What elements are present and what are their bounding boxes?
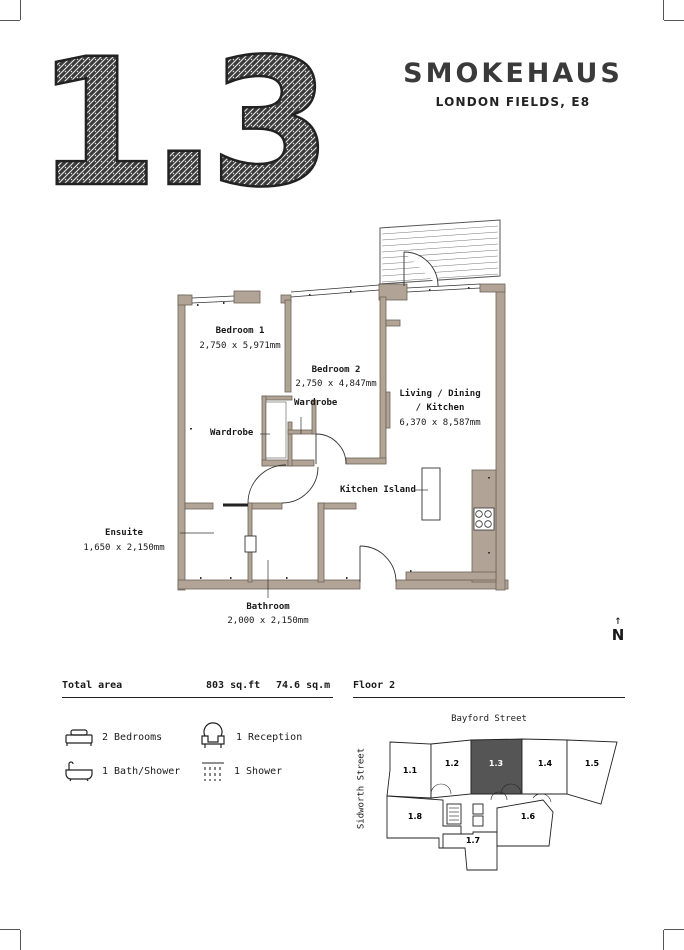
divider	[62, 697, 333, 698]
keyplan-lift	[473, 804, 483, 814]
building-key-plan	[355, 728, 625, 878]
street-side-label: Sidworth Street	[356, 747, 367, 830]
balcony	[380, 220, 500, 286]
crop-mark	[663, 930, 664, 950]
keyplan-label-1.2: 1.2	[444, 759, 460, 768]
street-top-label: Bayford Street	[451, 714, 527, 724]
room-bathroom-name: Bathroom	[246, 602, 290, 612]
wall-stub	[386, 392, 390, 428]
feature-label: 1 Reception	[236, 731, 303, 743]
keyplan-label-1.5: 1.5	[584, 759, 600, 768]
door-swing	[248, 465, 286, 503]
room-ensuite-size: 1,650 x 2,150mm	[83, 543, 165, 553]
wall-stub	[386, 320, 400, 326]
bed-icon	[64, 726, 94, 748]
wall-north-seg	[480, 284, 505, 292]
wall-wardrobe	[262, 396, 266, 466]
wall-south-left	[178, 580, 360, 589]
kitchen-island	[422, 468, 440, 520]
keyplan-unit-1.5	[567, 740, 617, 804]
bathtub-icon	[64, 760, 94, 782]
wall-bath	[185, 503, 213, 509]
total-area-sqft: 803 sq.ft	[206, 680, 261, 691]
door-swing	[316, 434, 346, 464]
feature-bath	[64, 760, 180, 782]
north-label: N	[611, 626, 625, 644]
crop-mark	[0, 929, 20, 930]
wall-wardrobe	[262, 396, 292, 400]
hob	[474, 508, 494, 530]
floor-label: Floor 2	[353, 680, 396, 691]
room-wardrobe1-name: Wardrobe	[210, 428, 254, 438]
room-living-size: 6,370 x 8,587mm	[399, 418, 481, 428]
divider	[353, 697, 625, 698]
north-arrow-icon: ↑	[614, 613, 622, 627]
shower-icon	[200, 760, 226, 782]
feature-label: 1 Shower	[234, 765, 283, 777]
keyplan-stair	[447, 804, 461, 824]
room-living-name-1: Living / Dining	[399, 389, 481, 399]
crop-mark	[20, 930, 21, 950]
keyplan-lift	[473, 816, 483, 826]
feature-label: 1 Bath/Shower	[102, 765, 181, 777]
feature-label: 2 Bedrooms	[102, 731, 163, 743]
keyplan-unit-1.2	[431, 740, 471, 798]
room-bedroom1-size: 2,750 x 5,971mm	[199, 341, 281, 351]
keyplan-unit-1.6	[497, 800, 553, 846]
feature-shower	[200, 760, 282, 782]
total-area-sqm: 74.6 sq.m	[276, 680, 331, 691]
room-living-name-2: / Kitchen	[415, 403, 465, 413]
brand-location: LONDON FIELDS, E8	[435, 95, 591, 109]
room-ensuite-name: Ensuite	[105, 528, 143, 538]
brand-name: SMOKEHAUS	[403, 58, 623, 89]
crop-mark	[663, 0, 664, 20]
unit-number-graphic	[36, 21, 324, 226]
wall-north-seg	[234, 291, 260, 303]
crop-mark	[20, 0, 21, 20]
crop-mark	[664, 929, 684, 930]
keyplan-label-1.6: 1.6	[520, 812, 536, 821]
wardrobe-unit	[266, 402, 286, 458]
north-indicator	[606, 614, 630, 644]
room-bathroom-size: 2,000 x 2,150mm	[227, 616, 309, 626]
keyplan-label-1.1: 1.1	[402, 766, 418, 775]
total-area-label: Total area	[62, 680, 123, 691]
room-wardrobe2-name: Wardrobe	[294, 398, 338, 408]
wall-west	[178, 295, 185, 590]
kitchen-island-label: Kitchen Island	[340, 485, 416, 495]
basin	[245, 536, 256, 552]
room-bedroom1-name: Bedroom 1	[215, 326, 265, 336]
wall-east	[496, 287, 505, 590]
armchair-icon	[198, 722, 228, 752]
wall-bath	[318, 503, 324, 582]
room-bedroom2-size: 2,750 x 4,847mm	[295, 379, 377, 389]
wall-north-seg	[178, 295, 192, 305]
feature-reception	[198, 722, 302, 752]
unit-number: 1.3	[36, 21, 324, 226]
feature-bedrooms	[64, 726, 162, 748]
door-swing	[360, 546, 396, 582]
keyplan-label-1.3: 1.3	[488, 759, 504, 768]
wall-partition	[346, 458, 386, 464]
wall-wardrobe	[288, 422, 292, 466]
brand-block	[398, 58, 628, 109]
room-bedroom2-name: Bedroom 2	[311, 365, 361, 375]
crop-mark	[664, 20, 684, 21]
door-swing	[282, 467, 318, 503]
keyplan-label-1.7: 1.7	[465, 836, 481, 845]
crop-mark	[0, 20, 20, 21]
wall-bath	[248, 503, 282, 509]
keyplan-label-1.8: 1.8	[407, 812, 423, 821]
kitchen-counter	[406, 572, 496, 580]
keyplan-label-1.4: 1.4	[537, 759, 553, 768]
